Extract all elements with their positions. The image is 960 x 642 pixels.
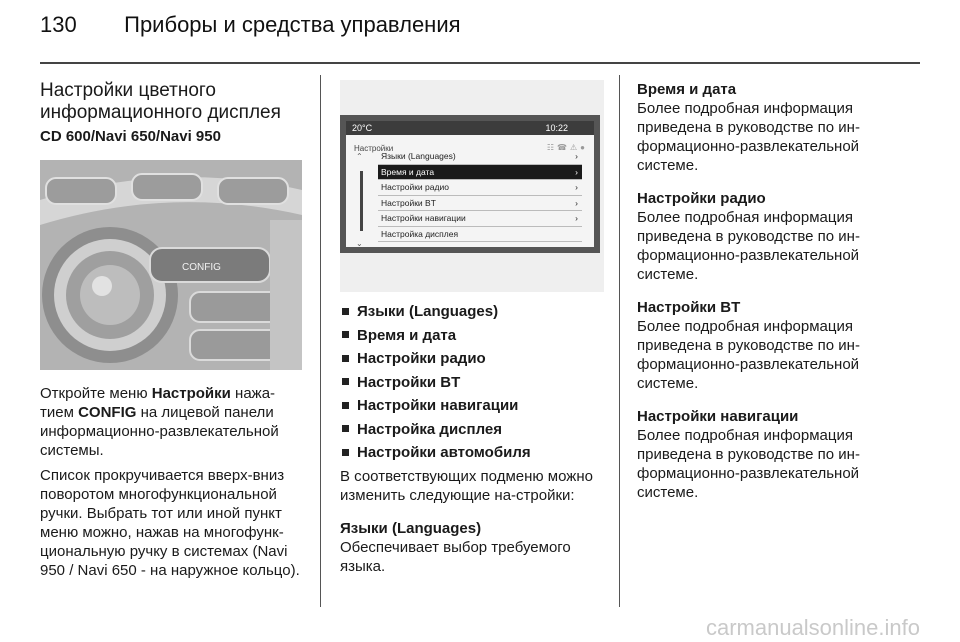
display-menu-item: Настройки навигации ›	[378, 211, 582, 227]
bullet-item: Настройки радио	[340, 349, 602, 368]
scroll-down-icon: ⌄	[356, 239, 363, 248]
scroll-up-icon: ⌃	[356, 152, 363, 161]
setting-block-radio	[637, 189, 899, 284]
display-status-bar	[346, 121, 594, 135]
display-menu-item: Языки (Languages) ›	[378, 149, 582, 165]
chevron-right-icon: ›	[575, 213, 578, 223]
display-frame	[340, 115, 600, 253]
display-menu-item-selected: Время и дата ›	[378, 165, 582, 181]
bullet-square-icon	[342, 378, 349, 385]
settings-menu-term: Настройки	[151, 385, 231, 402]
column-3	[637, 80, 899, 516]
header-divider	[40, 62, 920, 64]
setting-heading: Настройки радио	[637, 190, 766, 207]
display-menu-item: Настройки BT ›	[378, 196, 582, 212]
display-time: 10:22	[545, 123, 568, 133]
bullet-square-icon	[342, 355, 349, 362]
setting-text: Более подробная информация приведена в руководстве по ин-формационно-развлекательной системе.	[637, 318, 860, 392]
config-term: CONFIG	[78, 404, 137, 421]
languages-heading: Языки (Languages)	[340, 519, 482, 537]
display-menu-title: Настройки	[354, 144, 394, 153]
bullet-square-icon	[342, 425, 349, 432]
bullet-item: Настройки BT	[340, 373, 602, 392]
chevron-right-icon: ›	[575, 166, 578, 177]
languages-text: Обеспечивает выбор требуемого языка.	[340, 538, 571, 575]
display-screenshot	[340, 80, 604, 292]
bullet-square-icon	[342, 449, 349, 456]
setting-heading: Настройки BT	[637, 299, 741, 316]
setting-block-navigation	[637, 407, 899, 502]
chevron-right-icon: ›	[575, 151, 578, 161]
display-scrollbar	[360, 171, 363, 231]
bullet-square-icon	[342, 402, 349, 409]
display-temperature: 20°C	[352, 123, 373, 133]
section-title-line-1: Настройки цветного	[40, 80, 216, 101]
control-panel-illustration	[40, 160, 302, 370]
bullet-item: Время и дата	[340, 326, 602, 345]
bullet-item: Настройки навигации	[340, 396, 602, 415]
column-1	[40, 80, 302, 586]
section-title	[40, 80, 302, 124]
column-divider-2	[619, 75, 620, 607]
display-status-icons: ☷☎⚠●	[546, 143, 588, 152]
intro-paragraph: Откройте меню Настройки нажа-тием CONFIG на лицевой панели информационно-развлекательной системы.	[40, 385, 279, 459]
display-menu-item: Настройка дисплея	[378, 227, 582, 243]
display-menu-item: Настройки радио ›	[378, 180, 582, 196]
setting-heading: Время и дата	[637, 81, 737, 98]
setting-text: Более подробная информация приведена в руководстве по ин-формационно-развлекательной системе.	[637, 209, 860, 283]
bullet-square-icon	[342, 308, 349, 315]
scroll-paragraph: Список прокручивается вверх-вниз поворотом многофункциональной ручки. Выбрать тот или иной пункт меню можно, нажав на многофунк-циональную ручку в системах (Navi 950 / Navi 650 - на наружное кольцо).	[40, 467, 300, 579]
setting-block-time-date	[637, 80, 899, 175]
config-button-label: CONFIG	[182, 262, 221, 273]
control-panel-photo	[40, 160, 302, 370]
watermark: carmanualsonline.info	[705, 615, 920, 640]
section-subtitle: CD 600/Navi 650/Navi 950	[40, 128, 221, 145]
chevron-right-icon: ›	[575, 182, 578, 192]
bullet-item: Языки (Languages)	[340, 302, 602, 321]
page-header	[40, 12, 461, 38]
setting-text: Более подробная информация приведена в руководстве по ин-формационно-развлекательной системе.	[637, 100, 860, 174]
section-title-line-2: информационного дисплея	[40, 102, 281, 123]
settings-bullet-list	[340, 302, 602, 462]
setting-block-bt	[637, 298, 899, 393]
column-2	[340, 80, 602, 582]
page-header-title: Приборы и средства управления	[124, 12, 461, 37]
bullet-item: Настройка дисплея	[340, 420, 602, 439]
bullet-item: Настройки автомобиля	[340, 443, 602, 462]
display-menu-list	[378, 149, 582, 242]
setting-text: Более подробная информация приведена в руководстве по ин-формационно-развлекательной системе.	[637, 427, 860, 501]
bullet-square-icon	[342, 331, 349, 338]
chevron-right-icon: ›	[575, 197, 578, 208]
page-number: 130	[40, 12, 77, 37]
submenu-paragraph: В соответствующих подменю можно изменить следующие на-стройки:	[340, 467, 593, 504]
column-divider-1	[320, 75, 321, 607]
setting-heading: Настройки навигации	[637, 408, 799, 425]
